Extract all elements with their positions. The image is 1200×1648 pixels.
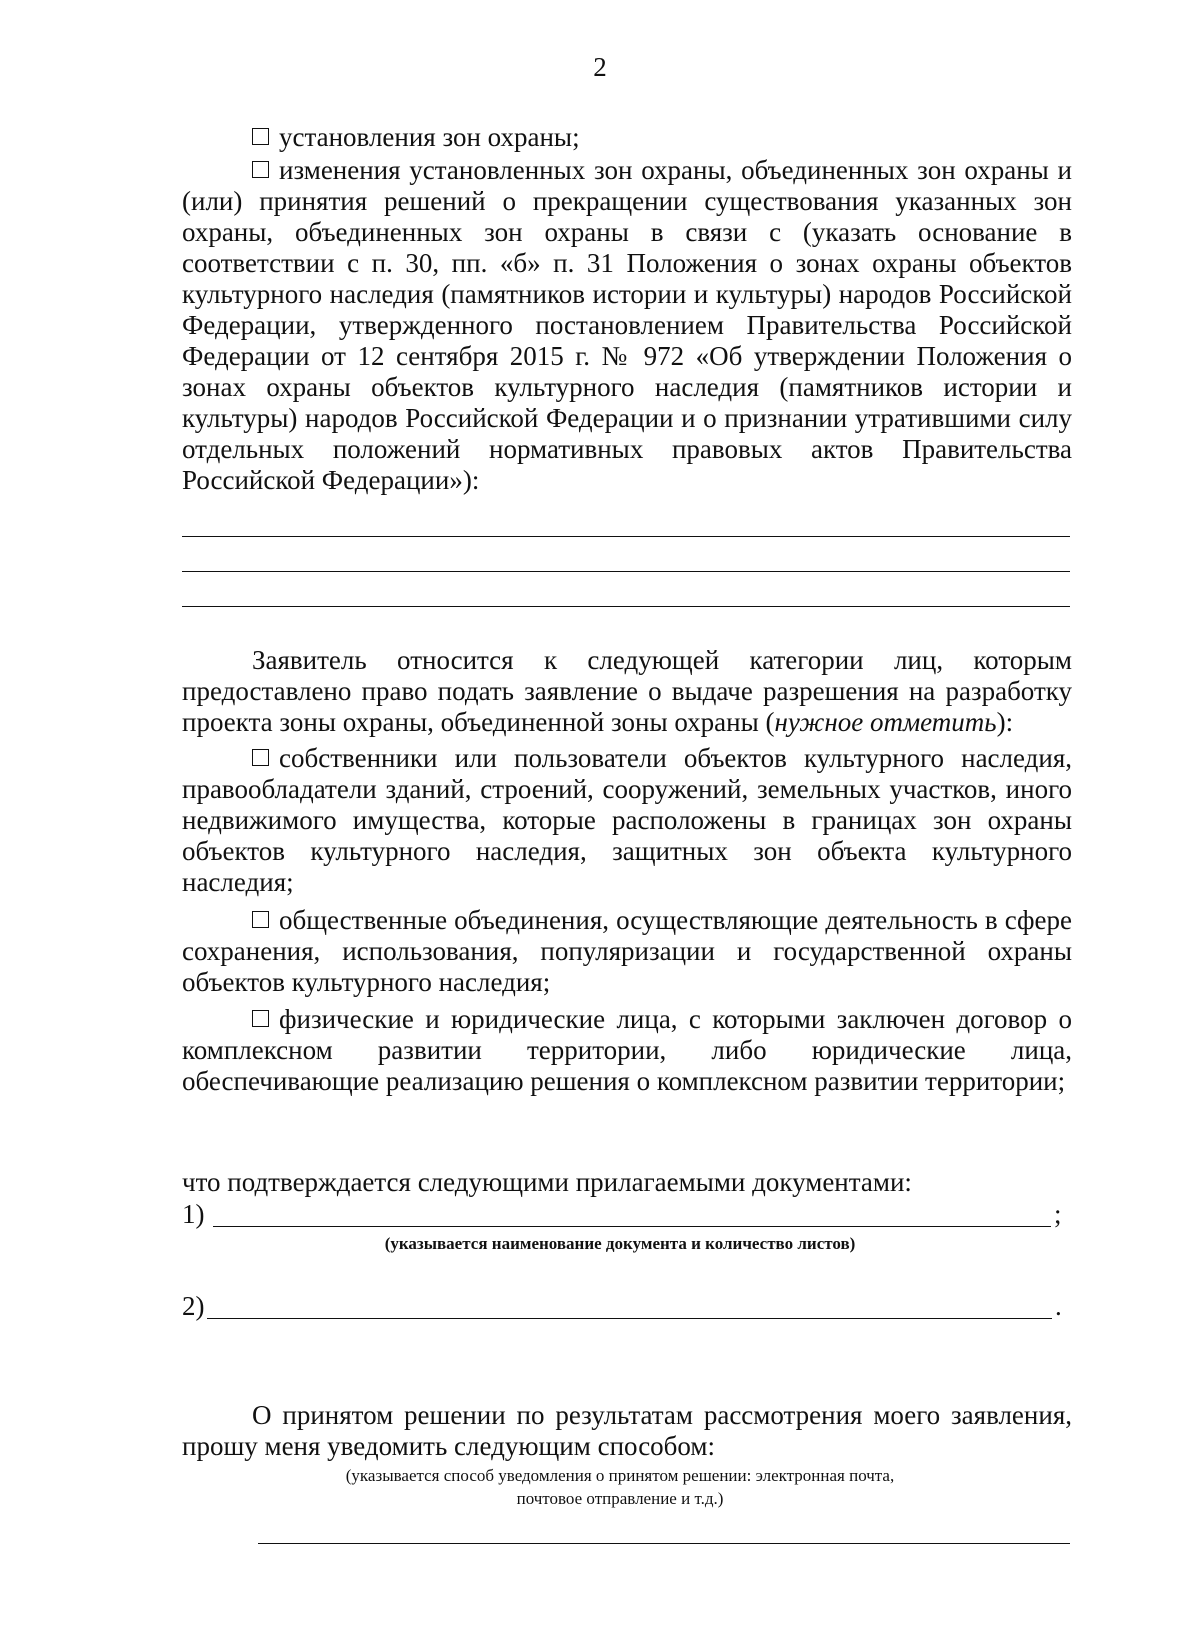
- applicant-option-development: [182, 1004, 1072, 1097]
- applicant-intro-end: ):: [996, 707, 1014, 737]
- ground-option-change-label: изменения установленных зон охраны, объединенных зон охраны и (или) принятия решений о прекращении существования указанных зон охраны, объединенных зон охраны в связи с (указать основание в соответствии с п. 30, пп. «б» п. 31 Положения о зонах охраны объектов культурного наследия (памятников истории и культуры) народов Российской Федерации, утвержденного постановлением Правительства Российской Федерации от 12 сентября 2015 г. № 972 «Об утверждении Положения о зонах охраны объектов культурного наследия (памятников истории и культуры) народов Российской Федерации и о признании утратившими силу отдельных положений нормативных правовых актов Правительства Российской Федерации»):: [182, 155, 1072, 495]
- applicant-option-owners-label: собственники или пользователи объектов культурного наследия, правообладатели зданий, строений, сооружений, земельных участков, иного недвижимого имущества, которые расположены в границах зон охраны объектов культурного наследия, защитных зон объекта культурного наследия;: [182, 743, 1072, 897]
- ground-option-change: [182, 155, 1072, 496]
- document-2-input-line[interactable]: [207, 1318, 1052, 1319]
- ground-option-establish: [182, 122, 1072, 153]
- document-2-end: .: [1055, 1291, 1062, 1321]
- document-1-end: ;: [1054, 1199, 1062, 1229]
- applicant-option-associations-label: общественные объединения, осуществляющие деятельность в сфере сохранения, использования, популяризации и государственной охраны объектов культурного наследия;: [182, 905, 1072, 997]
- applicant-intro-italic: нужное отметить: [774, 707, 997, 737]
- applicant-intro-text: Заявитель относится к следующей категории лиц, которым предоставлено право подать заявление о выдаче разрешения на разработку проекта зоны охраны, объединенной зоны охраны (: [182, 645, 1072, 737]
- document-2-label: 2): [182, 1291, 205, 1321]
- notification-caption-line-1: (указывается способ уведомления о принятом решении: электронная почта,: [345, 1466, 895, 1485]
- applicant-option-development-label: физические и юридические лица, с которыми заключен договор о комплексном развитии территории, либо юридические лица, обеспечивающие реализацию решения о комплексном развитии территории;: [182, 1004, 1072, 1096]
- checkbox-change-zones[interactable]: [252, 161, 269, 178]
- checkbox-owners[interactable]: [252, 749, 269, 766]
- document-1-input-line[interactable]: [213, 1226, 1051, 1227]
- applicant-option-owners: [182, 743, 1072, 898]
- ground-option-establish-label: установления зон охраны;: [279, 122, 580, 152]
- checkbox-establish-zones[interactable]: [252, 128, 269, 145]
- applicant-intro: [182, 645, 1072, 738]
- page-number: 2: [593, 52, 607, 82]
- checkbox-associations[interactable]: [252, 911, 269, 928]
- applicant-option-associations: [182, 905, 1072, 998]
- notification-caption-line-2: почтовое отправление и т.д.): [516, 1489, 724, 1508]
- basis-input-line-1[interactable]: [182, 536, 1070, 537]
- checkbox-development[interactable]: [252, 1010, 269, 1027]
- notification-request: О принятом решении по результатам рассмотрения моего заявления, прошу меня уведомить следующим способом:: [182, 1400, 1072, 1461]
- document-1-caption: (указывается наименование документа и количество листов): [384, 1234, 856, 1253]
- basis-input-line-3[interactable]: [182, 606, 1070, 607]
- documents-intro: что подтверждается следующими прилагаемыми документами:: [182, 1167, 912, 1197]
- basis-input-line-2[interactable]: [182, 571, 1070, 572]
- document-1-label: 1): [182, 1199, 205, 1229]
- notification-method-input-line[interactable]: [258, 1543, 1070, 1544]
